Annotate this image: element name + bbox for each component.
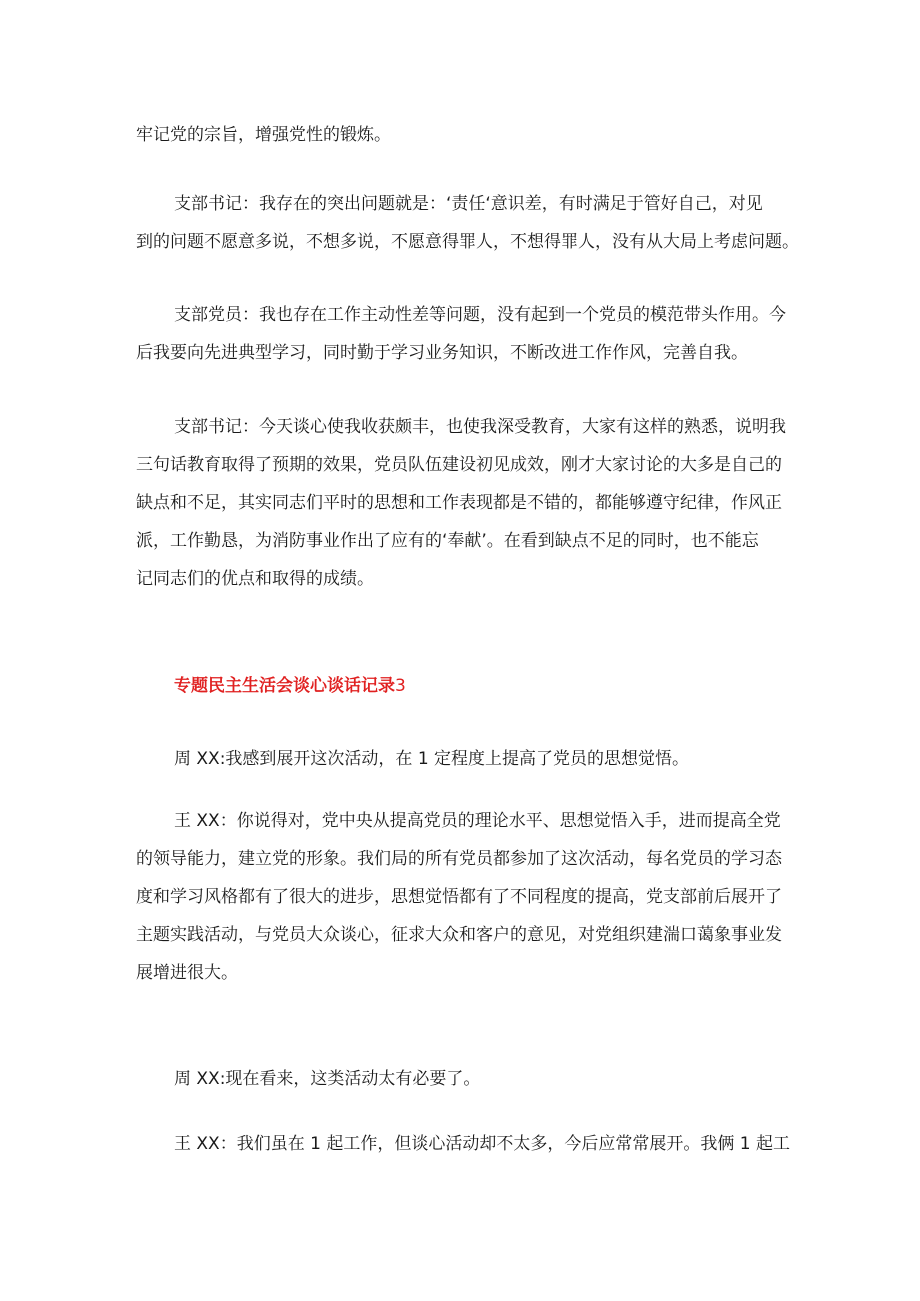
paragraph-4 bbox=[136, 408, 796, 598]
paragraph-2 bbox=[136, 185, 799, 261]
text-line: 记同志们的优点和取得的成绩。 bbox=[136, 569, 374, 589]
paragraph-5 bbox=[136, 740, 796, 778]
section-heading-number: 3 bbox=[395, 676, 406, 696]
section-heading-text: 专题民主生活会谈心谈话记录 bbox=[174, 676, 395, 696]
text-line: 支部书记：今天谈心使我收获颇丰，也使我深受教育，大家有这样的熟悉，说明我 bbox=[174, 417, 786, 437]
text-line: 支部书记：我存在的突出问题就是：‘责任‘意识差，有时满足于管好自己，对见 bbox=[174, 194, 763, 214]
text-line: 支部党员：我也存在工作主动性差等问题，没有起到一个党员的模范带头作用。今 bbox=[174, 305, 786, 325]
text-line: 王 XX：你说得对，党中央从提高党员的理论水平、思想觉悟入手，进而提高全党 bbox=[174, 811, 781, 831]
paragraph-1 bbox=[136, 116, 796, 154]
text-line: 牢记党的宗旨，增强党性的锻炼。 bbox=[136, 125, 391, 145]
paragraph-3 bbox=[136, 296, 796, 372]
text-line: 的领导能力，建立党的形象。我们局的所有党员都参加了这次活动，每名党员的学习态 bbox=[136, 849, 782, 869]
text-line: 王 XX：我们虽在 1 起工作，但谈心活动却不太多，今后应常常展开。我俩 1 起工 bbox=[174, 1134, 790, 1154]
text-line: 主题实践活动，与党员大众谈心，征求大众和客户的意见，对党组织建湍口蔼象事业发 bbox=[136, 925, 782, 945]
text-line: 度和学习风格都有了很大的进步，思想觉悟都有了不同程度的提高，党支部前后展开了 bbox=[136, 887, 782, 907]
text-line: 三句话教育取得了预期的效果，党员队伍建设初见成效，刚才大家讨论的大多是自己的 bbox=[136, 455, 782, 475]
text-line: 缺点和不足，其实同志们平时的思想和工作表现都是不错的，都能够遵守纪律，作风正 bbox=[136, 493, 782, 513]
text-line: 展增进很大。 bbox=[136, 963, 238, 983]
text-line: 周 XX:现在看来，这类活动太有必要了。 bbox=[174, 1069, 481, 1089]
text-line: 后我要向先进典型学习，同时勤于学习业务知识，不断改进工作作风，完善自我。 bbox=[136, 343, 748, 363]
text-line: 周 XX:我感到展开这次活动，在 1 定程度上提高了党员的思想觉悟。 bbox=[174, 749, 690, 769]
text-line: 到的问题不愿意多说，不想多说，不愿意得罪人，不想得罪人，没有从大局上考虑问题。 bbox=[136, 232, 799, 252]
paragraph-6 bbox=[136, 802, 796, 992]
text-line: 派，工作勤恳，为消防事业作出了应有的‘奉献’。在看到缺点不足的同时，也不能忘 bbox=[136, 531, 759, 551]
paragraph-8 bbox=[136, 1125, 796, 1163]
section-heading bbox=[174, 667, 406, 705]
paragraph-7 bbox=[136, 1060, 796, 1098]
